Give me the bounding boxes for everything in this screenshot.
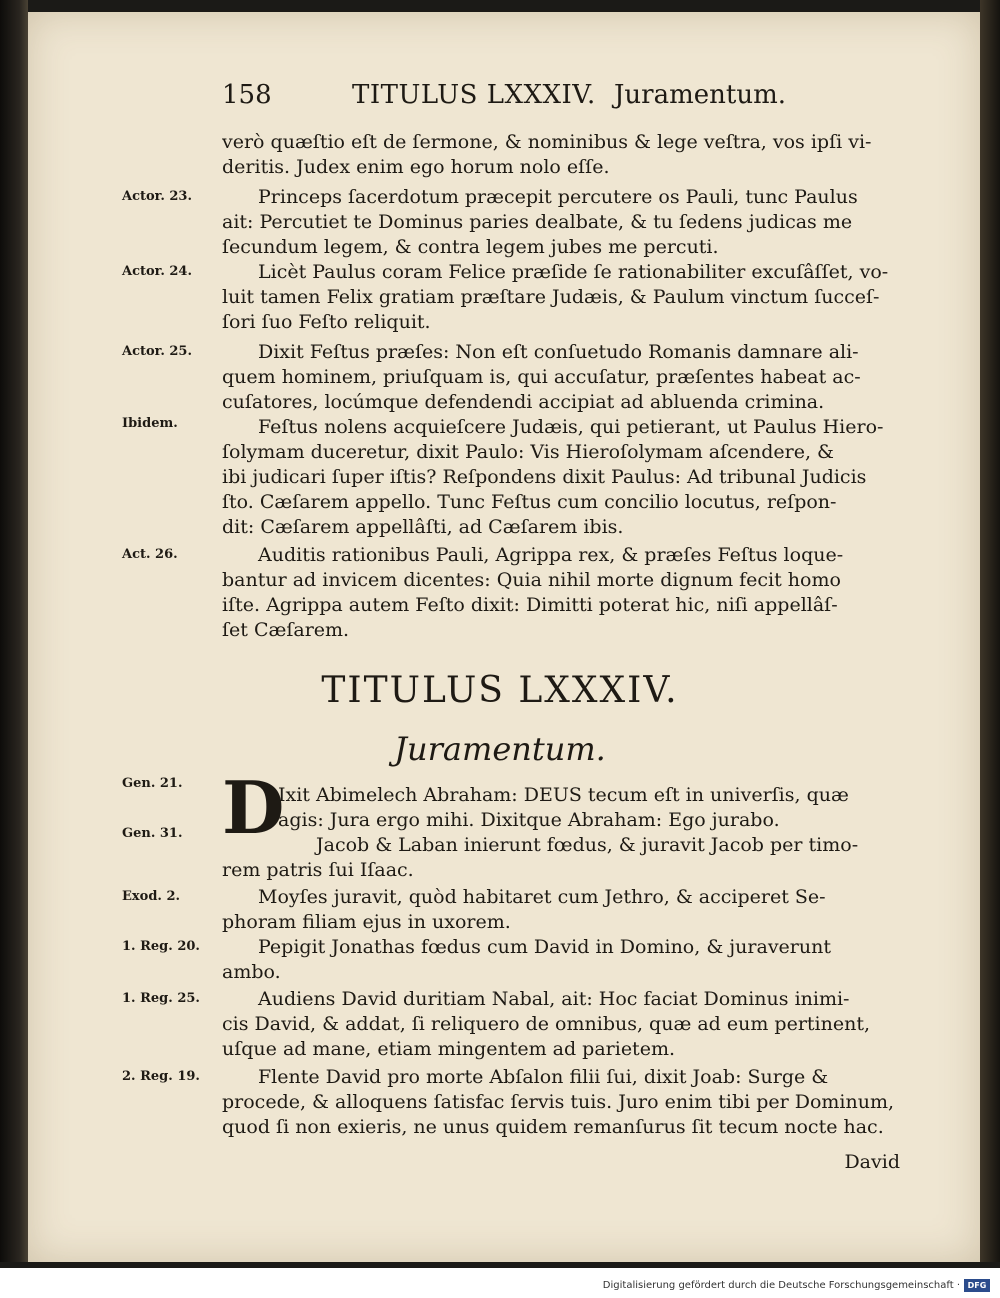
text-line: Licèt Paulus coram Felice præſide ſe rationabiliter excuſâſſet, vo- xyxy=(258,261,889,283)
margin-note: Gen. 31. xyxy=(122,826,183,841)
margin-note: 1. Reg. 25. xyxy=(122,991,200,1006)
page-edge-shadow xyxy=(980,0,1000,1262)
text-line: iſte. Agrippa autem Feſto dixit: Dimitti poterat hic, niſi appellâſ- xyxy=(222,594,838,616)
text-line: phoram filiam ejus in uxorem. xyxy=(222,911,511,933)
text-line: ambo. xyxy=(222,961,281,983)
text-line: ſecundum legem, & contra legem jubes me percuti. xyxy=(222,236,719,258)
margin-note: 2. Reg. 19. xyxy=(122,1069,200,1084)
dfg-logo[interactable]: DFG xyxy=(964,1279,990,1292)
margin-note: Actor. 25. xyxy=(122,344,193,359)
text-line: Princeps ſacerdotum præcepit percutere os Pauli, tunc Paulus xyxy=(258,186,858,208)
text-line: bantur ad invicem dicentes: Quia nihil morte dignum fecit homo xyxy=(222,569,841,591)
text-line: quod ſi non exieris, ne unus quidem remanſurus ſit tecum nocte hac. xyxy=(222,1116,884,1138)
text-line: Feſtus nolens acquieſcere Judæis, qui petierant, ut Paulus Hiero- xyxy=(258,416,884,438)
section-title: TITULUS LXXXIV. xyxy=(321,670,679,711)
text-line: luit tamen Felix gratiam præſtare Judæis, & Paulum vinctum ſucceſ- xyxy=(222,286,880,308)
text-line: Pepigit Jonathas fœdus cum David in Domino, & juraverunt xyxy=(258,936,831,958)
margin-note: Actor. 24. xyxy=(122,264,193,279)
section-subtitle: Juramentum. xyxy=(394,730,606,768)
text-line: agis: Jura ergo mihi. Dixitque Abraham: Ego jurabo. xyxy=(278,809,780,831)
text-line: uſque ad mane, etiam mingentem ad parietem. xyxy=(222,1038,675,1060)
text-line: Ixit Abimelech Abraham: DEUS tecum eſt in univerſis, quæ xyxy=(278,784,849,806)
margin-note: Gen. 21. xyxy=(122,776,183,791)
text-line: Moyſes juravit, quòd habitaret cum Jethro, & acciperet Se- xyxy=(258,886,826,908)
margin-note: Act. 26. xyxy=(122,547,178,562)
text-line: procede, & alloquens ſatisfac ſervis tuis. Juro enim tibi per Dominum, xyxy=(222,1091,895,1113)
text-line: ibi judicari ſuper iſtis? Reſpondens dixit Paulus: Ad tribunal Judicis xyxy=(222,466,867,488)
text-line: Auditis rationibus Pauli, Agrippa rex, & præſes Feſtus loque- xyxy=(258,544,844,566)
margin-note: Actor. 23. xyxy=(122,189,193,204)
header-title: TITULUS LXXXIV. xyxy=(352,80,596,110)
text-line: ſto. Cæſarem appello. Tunc Feſtus cum concilio locutus, reſpon- xyxy=(222,491,837,513)
text-line: verò quæſtio eſt de ſermone, & nominibus & lege veſtra, vos ipſi vi- xyxy=(222,131,872,153)
text-line: ſet Cæſarem. xyxy=(222,619,350,641)
text-line: Audiens David duritiam Nabal, ait: Hoc faciat Dominus inimi- xyxy=(258,988,850,1010)
margin-note: Ibidem. xyxy=(122,416,178,431)
text-line: Flente David pro morte Abſalon filii ſui, dixit Joab: Surge & xyxy=(258,1066,829,1088)
text-line: ſori ſuo Feſto reliquit. xyxy=(222,311,431,333)
text-line: dit: Cæſarem appellâſti, ad Cæſarem ibis. xyxy=(222,516,624,538)
margin-note: Exod. 2. xyxy=(122,889,181,904)
drop-cap: D xyxy=(222,765,285,850)
text-line: ait: Percutiet te Dominus paries dealbate, & tu ſedens judicas me xyxy=(222,211,853,233)
text-line: cis David, & addat, ſi reliquero de omnibus, quæ ad eum pertinent, xyxy=(222,1013,871,1035)
header-subtitle: Juramentum. xyxy=(614,80,786,110)
text-line: ſolymam duceretur, dixit Paulo: Vis Hieroſolymam aſcendere, & xyxy=(222,441,834,463)
text-line: quem hominem, priuſquam is, qui accuſatur, præſentes habeat ac- xyxy=(222,366,861,388)
catchword: David xyxy=(844,1151,900,1173)
text-line: rem patris ſui Iſaac. xyxy=(222,859,414,881)
text-line: deritis. Judex enim ego horum nolo eſſe. xyxy=(222,156,610,178)
running-header xyxy=(222,80,786,116)
text-line: Jacob & Laban inierunt fœdus, & juravit Jacob per timo- xyxy=(316,834,859,856)
margin-note: 1. Reg. 20. xyxy=(122,939,200,954)
text-line: cuſatores, locúmque defendendi accipiat ad abluenda crimina. xyxy=(222,391,825,413)
book-spine-shadow xyxy=(0,0,28,1262)
page-number: 158 xyxy=(222,80,272,110)
text-line: Dixit Feſtus præſes: Non eſt conſuetudo Romanis damnare ali- xyxy=(258,341,859,363)
footer-credit: Digitalisierung gefördert durch die Deutsche Forschungsgemeinschaft · xyxy=(602,1280,960,1291)
